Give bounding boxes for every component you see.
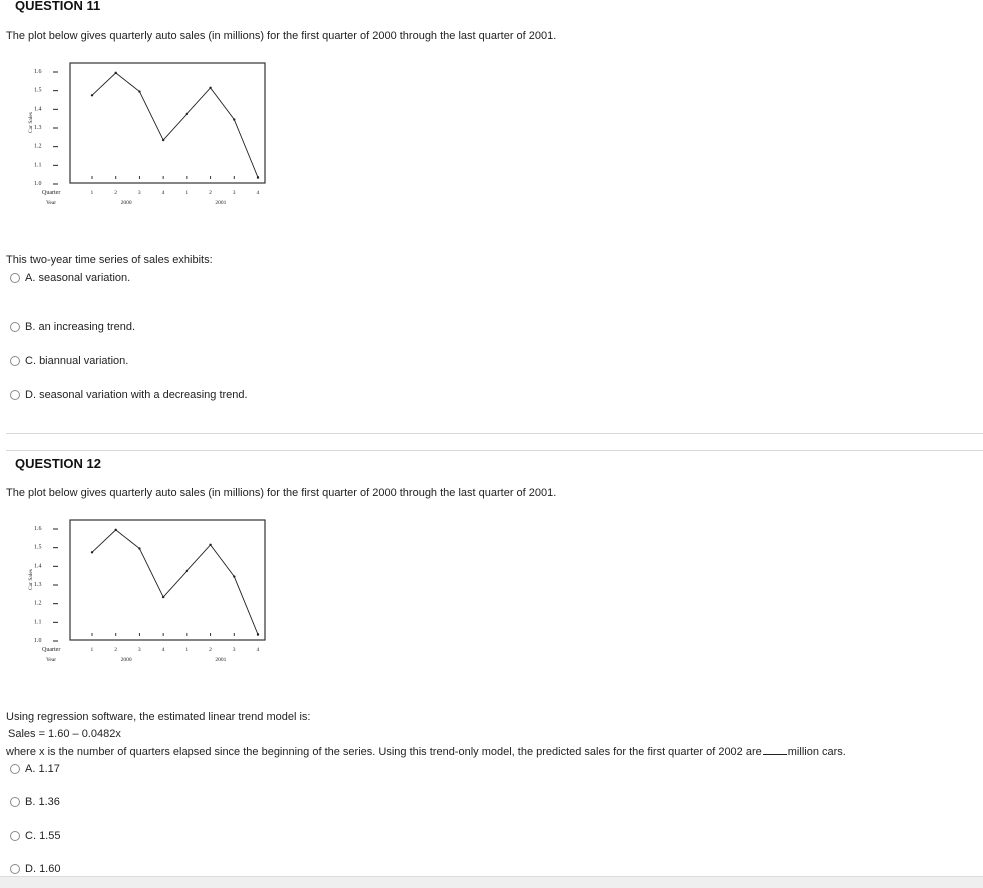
data-point (115, 72, 117, 74)
q11-option-d[interactable] (10, 389, 248, 401)
y-tick-label: 1.0 (34, 638, 42, 644)
q11-option-c[interactable] (10, 355, 128, 367)
data-point (138, 547, 140, 549)
q12-option-b-radio[interactable] (10, 797, 20, 807)
x-tick-label-quarter: 1 (90, 647, 94, 653)
data-point (91, 551, 93, 553)
y-tick-label: 1.1 (34, 619, 42, 626)
y-tick-label: 1.4 (34, 563, 42, 570)
x-tick-label-quarter: 4 (256, 190, 260, 196)
q11-option-b-letter: B. (25, 321, 36, 333)
series-line (92, 73, 258, 178)
series-line (92, 530, 258, 635)
q12-option-b-letter: B. (25, 796, 36, 808)
x-tick-label-quarter: 3 (232, 647, 236, 653)
question-12-line1: Using regression software, the estimated linear trend model is: (6, 711, 311, 723)
question-11-prompt: This two-year time series of sales exhibits: (6, 254, 213, 266)
q12-option-d-radio[interactable] (10, 864, 20, 874)
question-11-stem: The plot below gives quarterly auto sales (in millions) for the first quarter of 2000 through the last quarter of 2001. (6, 30, 557, 42)
question-12-title: QUESTION 12 (15, 456, 101, 471)
q12-option-d-letter: D. (25, 863, 36, 875)
y-tick-label: 1.3 (34, 125, 42, 131)
x-year-label: 2001 (215, 657, 227, 663)
y-tick-label: 1.5 (34, 544, 42, 551)
data-point (91, 94, 93, 96)
q11-option-b[interactable] (10, 321, 135, 333)
x-year-label: 2000 (120, 200, 132, 206)
x-tick-label-quarter: 1 (90, 190, 94, 196)
q11-option-c-radio[interactable] (10, 356, 20, 366)
x-tick-label-quarter: 4 (161, 190, 165, 196)
data-point (138, 90, 140, 92)
data-point (233, 575, 235, 577)
q12-option-a-letter: A. (25, 763, 36, 775)
y-tick-label: 1.0 (34, 181, 42, 187)
data-point (209, 544, 211, 546)
q12-option-a[interactable] (10, 763, 60, 775)
x-tick-label-quarter: 2 (209, 647, 212, 653)
q11-option-d-radio[interactable] (10, 390, 20, 400)
y-tick-label: 1.2 (34, 600, 42, 607)
question-12-stem: The plot below gives quarterly auto sales (in millions) for the first quarter of 2000 through the last quarter of 2001. (6, 487, 557, 499)
x-tick-label-quarter: 3 (137, 190, 141, 196)
q11-option-a-text: seasonal variation. (38, 272, 131, 284)
y-axis-label: Car Sales (28, 569, 34, 590)
data-point (186, 113, 188, 115)
x-year-label: 2001 (215, 200, 227, 206)
x-tick-label-quarter: 4 (161, 647, 165, 653)
y-tick-label: 1.6 (34, 69, 42, 75)
x-tick-label-quarter: 1 (185, 647, 189, 653)
y-axis-label: Car Sales (28, 112, 34, 133)
data-point (233, 118, 235, 120)
data-point (162, 596, 164, 598)
q11-option-d-letter: D. (25, 389, 36, 401)
y-tick-label: 1.5 (34, 87, 42, 94)
x-year-label: 2000 (120, 657, 132, 663)
y-tick-label: 1.3 (34, 582, 42, 588)
q12-option-c-radio[interactable] (10, 831, 20, 841)
x-tick-label-quarter: 3 (232, 190, 236, 196)
q12-option-c-letter: C. (25, 830, 36, 842)
x-row-label-year: Year (46, 200, 57, 206)
q12-option-c[interactable] (10, 830, 60, 842)
y-tick-label: 1.1 (34, 162, 42, 169)
bottom-scroll-bar (0, 876, 983, 888)
q11-option-b-text: an increasing trend. (38, 321, 136, 333)
question-12-model: Sales = 1.60 – 0.0482x (8, 728, 121, 740)
q11-option-c-text: biannual variation. (39, 355, 129, 367)
question-12-line3-unit: million cars. (787, 746, 846, 758)
data-point (209, 87, 211, 89)
q12-option-a-radio[interactable] (10, 764, 20, 774)
q11-option-d-text: seasonal variation with a decreasing trend. (39, 389, 248, 401)
q12-option-a-text: 1.17 (38, 763, 60, 775)
q12-option-d-text: 1.60 (39, 863, 61, 875)
data-point (162, 139, 164, 141)
answer-blank (763, 745, 787, 755)
data-point (257, 633, 259, 635)
x-tick-label-quarter: 2 (209, 190, 212, 196)
x-tick-label-quarter: 1 (185, 190, 189, 196)
chart-q12 (20, 512, 320, 682)
data-point (115, 529, 117, 531)
x-row-label-quarter: Quarter (42, 647, 61, 653)
q11-option-b-radio[interactable] (10, 322, 20, 332)
q12-option-b[interactable] (10, 796, 60, 808)
chart-q11 (20, 55, 320, 225)
y-tick-label: 1.4 (34, 106, 42, 113)
q11-option-a-letter: A. (25, 272, 36, 284)
q12-option-b-text: 1.36 (38, 796, 60, 808)
question-12-line3-text: where x is the number of quarters elapsed since the beginning of the series. Using this trend-only model, the predicted sales for the first quarter of 2002 are (6, 746, 762, 758)
x-tick-label-quarter: 2 (114, 190, 117, 196)
data-point (186, 570, 188, 572)
question-divider-top (6, 433, 983, 434)
q11-option-a-radio[interactable] (10, 273, 20, 283)
q12-option-c-text: 1.55 (39, 830, 61, 842)
x-tick-label-quarter: 2 (114, 647, 117, 653)
y-tick-label: 1.2 (34, 143, 42, 150)
x-row-label-year: Year (46, 657, 57, 663)
q12-option-d[interactable] (10, 863, 60, 875)
question-divider-bottom (6, 450, 983, 451)
x-tick-label-quarter: 4 (256, 647, 260, 653)
y-tick-label: 1.6 (34, 526, 42, 532)
question-11-title: QUESTION 11 (15, 0, 101, 13)
x-tick-label-quarter: 3 (137, 647, 141, 653)
q11-option-c-letter: C. (25, 355, 36, 367)
q11-option-a[interactable] (10, 272, 130, 284)
x-row-label-quarter: Quarter (42, 190, 61, 196)
data-point (257, 176, 259, 178)
question-12-line3 (6, 745, 846, 758)
